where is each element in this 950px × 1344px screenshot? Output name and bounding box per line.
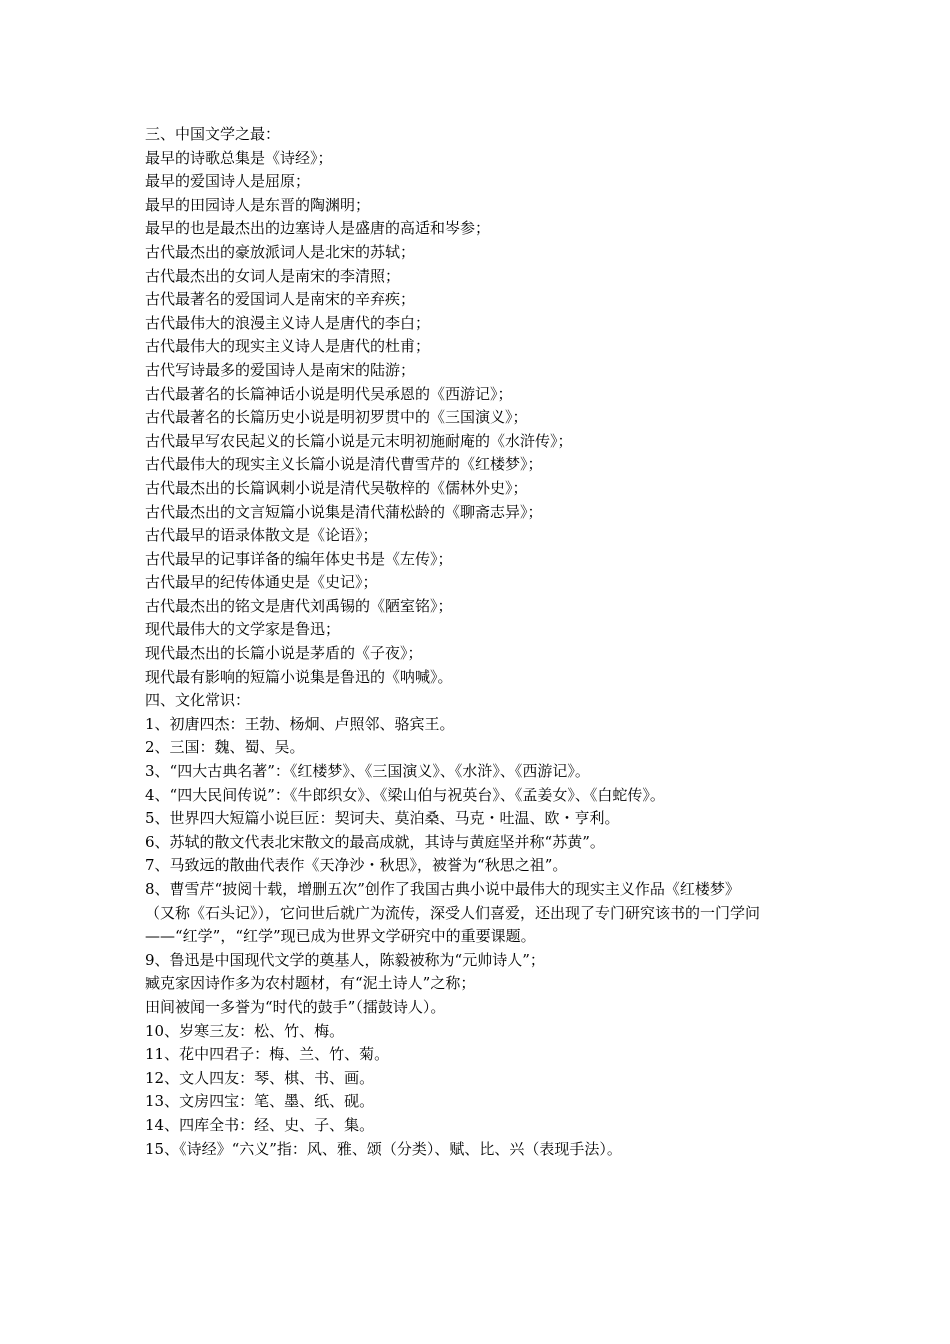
list-item: 古代写诗最多的爱国诗人是南宋的陆游；	[145, 360, 416, 379]
list-item: 1、初唐四杰：王勃、杨炯、卢照邻、骆宾王。	[145, 714, 455, 733]
list-item: 古代最杰出的文言短篇小说集是清代蒲松龄的《聊斋志异》；	[145, 502, 543, 521]
list-item: 最早的爱国诗人是屈原；	[145, 172, 311, 191]
list-item: 田间被闻一多誉为“时代的鼓手”（擂鼓诗人）。	[145, 997, 446, 1016]
list-item: 古代最著名的爱国词人是南宋的辛弃疾；	[145, 290, 416, 309]
list-item: 4、“四大民间传说”：《牛郎织女》、《梁山伯与祝英台》、《孟姜女》、《白蛇传》。	[145, 785, 665, 804]
list-item: 10、岁寒三友：松、竹、梅。	[145, 1021, 345, 1040]
paragraph-line: 8、曹雪芹“披阅十载，增删五次”创作了我国古典小说中最伟大的现实主义作品《红楼梦》	[145, 880, 740, 898]
list-item: 古代最杰出的女词人是南宋的李清照；	[145, 266, 401, 285]
list-item: 6、苏轼的散文代表北宋散文的最高成就，其诗与黄庭坚并称“苏黄”。	[145, 832, 605, 851]
list-item: 古代最杰出的豪放派词人是北宋的苏轼；	[145, 242, 416, 261]
list-item: 14、四库全书：经、史、子、集。	[145, 1115, 375, 1134]
list-item: 古代最著名的长篇神话小说是明代吴承恩的《西游记》；	[145, 384, 513, 403]
list-item: 古代最杰出的长篇讽刺小说是清代吴敬梓的《儒林外史》；	[145, 478, 528, 497]
list-item: 现代最伟大的文学家是鲁迅；	[145, 620, 341, 639]
list-item: 古代最早的语录体散文是《论语》；	[145, 526, 378, 545]
list-item: 11、花中四君子：梅、兰、竹、菊。	[145, 1045, 390, 1064]
list-item: 古代最早写农民起义的长篇小说是元末明初施耐庵的《水浒传》；	[145, 431, 573, 450]
list-item: 3、“四大古典名著”：《红楼梦》、《三国演义》、《水浒》、《西游记》。	[145, 762, 590, 781]
list-item: 2、三国：魏、蜀、吴。	[145, 738, 305, 757]
document-body	[145, 123, 811, 1161]
list-item: 最早的诗歌总集是《诗经》；	[145, 148, 333, 167]
list-item-paragraph	[145, 878, 811, 949]
list-item: 5、世界四大短篇小说巨匠：契诃夫、莫泊桑、马克・吐温、欧・亨利。	[145, 809, 620, 828]
list-item: 12、文人四友：琴、棋、书、画。	[145, 1068, 375, 1087]
paragraph-line: ——“红学”，“红学”现已成为世界文学研究中的重要课题。	[145, 927, 536, 946]
section-heading-cultural-knowledge: 四、文化常识：	[145, 691, 251, 710]
list-item: 13、文房四宝：笔、墨、纸、砚。	[145, 1092, 375, 1111]
list-item: 古代最早的纪传体通史是《史记》；	[145, 573, 378, 592]
list-item: 现代最有影响的短篇小说集是鲁迅的《呐喊》。	[145, 667, 453, 686]
list-item: 古代最杰出的铭文是唐代刘禹锡的《陋室铭》；	[145, 596, 453, 615]
list-item: 古代最伟大的现实主义长篇小说是清代曹雪芹的《红楼梦》；	[145, 455, 543, 474]
list-item: 15、《诗经》“六义”指：风、雅、颂（分类）、赋、比、兴（表现手法）。	[145, 1139, 622, 1158]
list-item: 现代最杰出的长篇小说是茅盾的《子夜》；	[145, 644, 423, 663]
section-heading-literature-firsts: 三、中国文学之最：	[145, 125, 281, 143]
list-item: 古代最伟大的现实主义诗人是唐代的杜甫；	[145, 337, 431, 356]
list-item: 古代最著名的长篇历史小说是明初罗贯中的《三国演义》；	[145, 408, 528, 427]
list-item: 7、马致远的散曲代表作《天净沙・秋思》，被誉为“秋思之祖”。	[145, 856, 568, 875]
paragraph-line: （又称《石头记》），它问世后就广为流传，深受人们喜爱，还出现了专门研究该书的一门学问	[145, 903, 761, 922]
list-item: 最早的田园诗人是东晋的陶渊明；	[145, 195, 371, 214]
list-item: 古代最早的记事详备的编年体史书是《左传》；	[145, 549, 453, 568]
list-item: 最早的也是最杰出的边塞诗人是盛唐的高适和岑参；	[145, 219, 491, 238]
list-item: 9、鲁迅是中国现代文学的奠基人，陈毅被称为“元帅诗人”；	[145, 950, 545, 969]
list-item: 臧克家因诗作多为农村题材，有“泥土诗人”之称；	[145, 974, 476, 993]
list-item: 古代最伟大的浪漫主义诗人是唐代的李白；	[145, 313, 431, 332]
